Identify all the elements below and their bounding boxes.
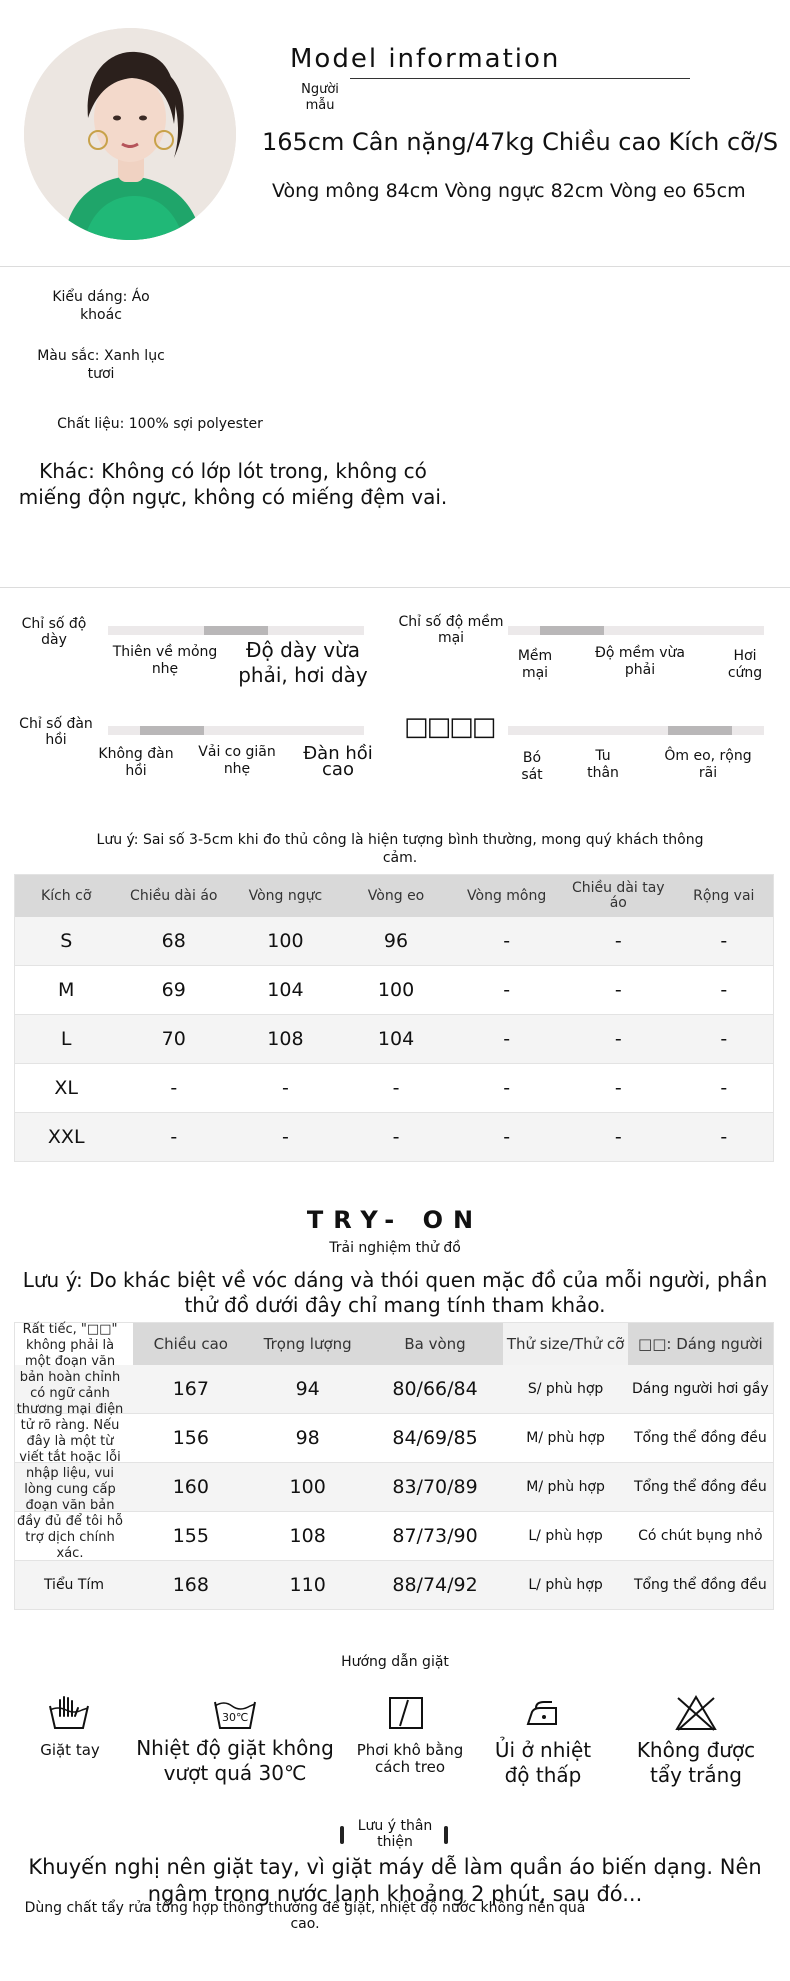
- size-table: [14, 874, 774, 1162]
- wash-label-iron: Ủi ở nhiệt độ thấp: [494, 1738, 592, 1787]
- table-cell: 108: [249, 1512, 367, 1561]
- table-cell: -: [451, 1064, 562, 1113]
- size-header-length: Chiều dài áo: [117, 875, 230, 918]
- table-cell: Có chút bụng nhỏ: [628, 1512, 774, 1561]
- table-cell: 100: [230, 917, 341, 966]
- table-cell: 100: [341, 966, 452, 1015]
- table-cell: -: [562, 1113, 675, 1162]
- table-cell: 156: [133, 1414, 249, 1463]
- softness-label: Chỉ số độ mềm mại: [398, 614, 504, 646]
- table-cell: 104: [341, 1015, 452, 1064]
- table-row: [15, 917, 774, 966]
- tryon-header-height: Chiều cao: [133, 1323, 249, 1366]
- size-header-chest: Vòng ngực: [230, 875, 341, 918]
- table-cell: 108: [230, 1015, 341, 1064]
- title-underline: [350, 78, 690, 79]
- elasticity-tick-2: Đàn hồi cao: [303, 743, 373, 780]
- table-cell: -: [675, 1113, 774, 1162]
- table-cell: -: [341, 1064, 452, 1113]
- attr-other: Khác: Không có lớp lót trong, không có miếng độn ngực, không có miếng đệm vai.: [18, 459, 448, 509]
- table-cell: Tổng thể đồng đều: [628, 1561, 774, 1610]
- table-cell: -: [675, 917, 774, 966]
- softness-tick-2: Hơi cứng: [727, 648, 763, 681]
- table-cell: -: [562, 1015, 675, 1064]
- table-row: [15, 1064, 774, 1113]
- tryon-header-size: Thử size/Thử cỡ: [503, 1323, 627, 1366]
- table-cell: M/ phù hợp: [503, 1414, 627, 1463]
- table-cell: -: [451, 917, 562, 966]
- table-cell: -: [562, 966, 675, 1015]
- attr-color: Màu sắc: Xanh lục tươi: [37, 348, 165, 382]
- table-cell: -: [230, 1113, 341, 1162]
- table-cell: M: [15, 966, 118, 1015]
- model-avatar: [24, 28, 236, 240]
- tryon-header-measurements: Ba vòng: [367, 1323, 504, 1366]
- table-cell: Tổng thể đồng đều: [628, 1414, 774, 1463]
- table-cell: 68: [117, 917, 230, 966]
- attr-material: Chất liệu: 100% sợi polyester: [57, 416, 263, 432]
- fit-bar-fill: [668, 726, 732, 735]
- table-cell: S/ phù hợp: [503, 1365, 627, 1414]
- softness-tick-0: Mềm mại: [517, 648, 553, 681]
- table-cell: 167: [133, 1365, 249, 1414]
- model-stats-line2: Vòng mông 84cm Vòng ngực 82cm Vòng eo 65cm: [272, 180, 746, 202]
- table-cell: -: [675, 966, 774, 1015]
- table-row: [15, 1015, 774, 1064]
- table-cell: 160: [133, 1463, 249, 1512]
- table-cell: 88/74/92: [367, 1561, 504, 1610]
- wash-label-hang: Phơi khô bằng cách treo: [356, 1741, 464, 1776]
- tryon-overflow-text: Rất tiếc, "□□" không phải là một đoạn văn bản hoàn chỉnh có ngữ cảnh thương mại điện tử rõ ràng. Nếu đây là một từ viết tắt hoặc lỗi nhập liệu, vui lòng cung cấp đoạn văn bản đầy đủ để tôi hỗ trợ dịch chính xác.: [16, 1322, 124, 1561]
- table-cell: 83/70/89: [367, 1463, 504, 1512]
- attr-style: Kiểu dáng: Áo khoác: [52, 289, 150, 323]
- model-title: Model information: [290, 44, 561, 74]
- tip-small: Dùng chất tẩy rửa tổng hợp thông thường để giặt, nhiệt độ nước không nên quá cao.: [24, 1900, 586, 1932]
- tip-bar-right: [444, 1826, 448, 1844]
- elasticity-label: Chỉ số đàn hồi: [19, 716, 93, 748]
- table-row: [15, 1113, 774, 1162]
- table-cell: L/ phù hợp: [503, 1561, 627, 1610]
- table-cell: 104: [230, 966, 341, 1015]
- wash-title: Hướng dẫn giặt: [341, 1654, 449, 1670]
- elasticity-tick-0: Không đàn hồi: [98, 746, 174, 779]
- divider: [0, 266, 790, 267]
- table-row: [15, 1463, 774, 1512]
- table-cell: -: [451, 1015, 562, 1064]
- tip-main: Khuyến nghị nên giặt tay, vì giặt máy dễ làm quần áo biến dạng. Nên ngâm trong nước lạnh khoảng 2 phút, sau đó...: [28, 1855, 762, 1906]
- table-cell: 168: [133, 1561, 249, 1610]
- fit-tick-0: Bó sát: [521, 750, 543, 783]
- table-cell: 100: [249, 1463, 367, 1512]
- wash-label-30: Nhiệt độ giặt không vượt quá 30℃: [136, 1736, 334, 1785]
- softness-bar: [508, 626, 764, 635]
- wash-30-text: 30℃: [222, 1711, 249, 1724]
- tryon-note: Lưu ý: Do khác biệt về vóc dáng và thói quen mặc đồ của mỗi người, phần thử đồ dưới đây chỉ mang tính tham khảo.: [22, 1268, 768, 1317]
- table-cell: S: [15, 917, 118, 966]
- table-cell: L: [15, 1015, 118, 1064]
- tryon-header-body: □□: Dáng người: [628, 1323, 774, 1366]
- table-cell: 94: [249, 1365, 367, 1414]
- table-row: [15, 1365, 774, 1414]
- wash-30-icon: [212, 1694, 258, 1734]
- size-header-size: Kích cỡ: [15, 875, 118, 918]
- softness-bar-fill: [540, 626, 604, 635]
- hang-dry-icon: [388, 1696, 424, 1734]
- elasticity-bar: [108, 726, 364, 735]
- table-cell: 155: [133, 1512, 249, 1561]
- table-cell: XL: [15, 1064, 118, 1113]
- table-cell: -: [562, 1064, 675, 1113]
- table-cell: XXL: [15, 1113, 118, 1162]
- table-cell: M/ phù hợp: [503, 1463, 627, 1512]
- size-header-waist: Vòng eo: [341, 875, 452, 918]
- thickness-tick-1: Độ dày vừa phải, hơi dày: [238, 638, 368, 687]
- table-cell: Tổng thể đồng đều: [628, 1463, 774, 1512]
- table-cell: -: [451, 966, 562, 1015]
- table-cell: 69: [117, 966, 230, 1015]
- tryon-header-weight: Trọng lượng: [249, 1323, 367, 1366]
- table-cell: -: [341, 1113, 452, 1162]
- wash-label-hand: Giặt tay: [40, 1741, 100, 1759]
- table-cell: -: [451, 1113, 562, 1162]
- table-cell: 70: [117, 1015, 230, 1064]
- table-cell: 84/69/85: [367, 1414, 504, 1463]
- table-row: [15, 1561, 774, 1610]
- tryon-subtitle: Trải nghiệm thử đồ: [329, 1240, 461, 1256]
- table-cell: -: [675, 1064, 774, 1113]
- table-cell: -: [117, 1064, 230, 1113]
- table-cell: 98: [249, 1414, 367, 1463]
- hand-wash-icon: [46, 1694, 92, 1734]
- fit-tick-2: Ôm eo, rộng rãi: [664, 748, 752, 781]
- thickness-bar: [108, 626, 364, 635]
- table-cell: L/ phù hợp: [503, 1512, 627, 1561]
- size-header-shoulder: Rộng vai: [675, 875, 774, 918]
- table-cell: Tiểu Tím: [15, 1561, 133, 1610]
- fit-tick-1: Tu thân: [587, 748, 619, 781]
- table-cell: -: [675, 1015, 774, 1064]
- elasticity-bar-fill: [140, 726, 204, 735]
- no-bleach-icon: [674, 1694, 718, 1736]
- table-row: [15, 1414, 774, 1463]
- thickness-label: Chỉ số độ dày: [21, 616, 87, 648]
- tryon-table: [14, 1322, 774, 1610]
- fit-label: □□□□: [404, 712, 495, 742]
- thickness-tick-0: Thiên về mỏng nhẹ: [112, 644, 218, 677]
- iron-low-icon: [522, 1700, 562, 1734]
- softness-tick-1: Độ mềm vừa phải: [595, 645, 685, 678]
- table-cell: 87/73/90: [367, 1512, 504, 1561]
- size-header-hip: Vòng mông: [451, 875, 562, 918]
- table-cell: 110: [249, 1561, 367, 1610]
- model-photo: [24, 28, 236, 240]
- wash-label-no-bleach: Không được tẩy trắng: [636, 1738, 756, 1787]
- table-row: [15, 1512, 774, 1561]
- tryon-title: TRY- ON: [306, 1206, 484, 1234]
- table-cell: 80/66/84: [367, 1365, 504, 1414]
- thickness-bar-fill: [204, 626, 268, 635]
- table-cell: 96: [341, 917, 452, 966]
- size-header-sleeve: Chiều dài tay áo: [562, 875, 675, 918]
- tip-title: Lưu ý thân thiện: [357, 1818, 433, 1850]
- table-cell: -: [230, 1064, 341, 1113]
- table-cell: Dáng người hơi gầy: [628, 1365, 774, 1414]
- size-note: Lưu ý: Sai số 3-5cm khi đo thủ công là hiện tượng bình thường, mong quý khách thông cảm.: [96, 832, 704, 866]
- fit-bar: [508, 726, 764, 735]
- table-cell: -: [117, 1113, 230, 1162]
- divider: [0, 587, 790, 588]
- table-cell: -: [562, 917, 675, 966]
- elasticity-tick-1: Vải co giãn nhẹ: [198, 744, 276, 777]
- model-subtitle: Người mẫu: [301, 82, 339, 113]
- model-stats-line1: 165cm Cân nặng/47kg Chiều cao Kích cỡ/S: [262, 128, 779, 156]
- table-row: [15, 966, 774, 1015]
